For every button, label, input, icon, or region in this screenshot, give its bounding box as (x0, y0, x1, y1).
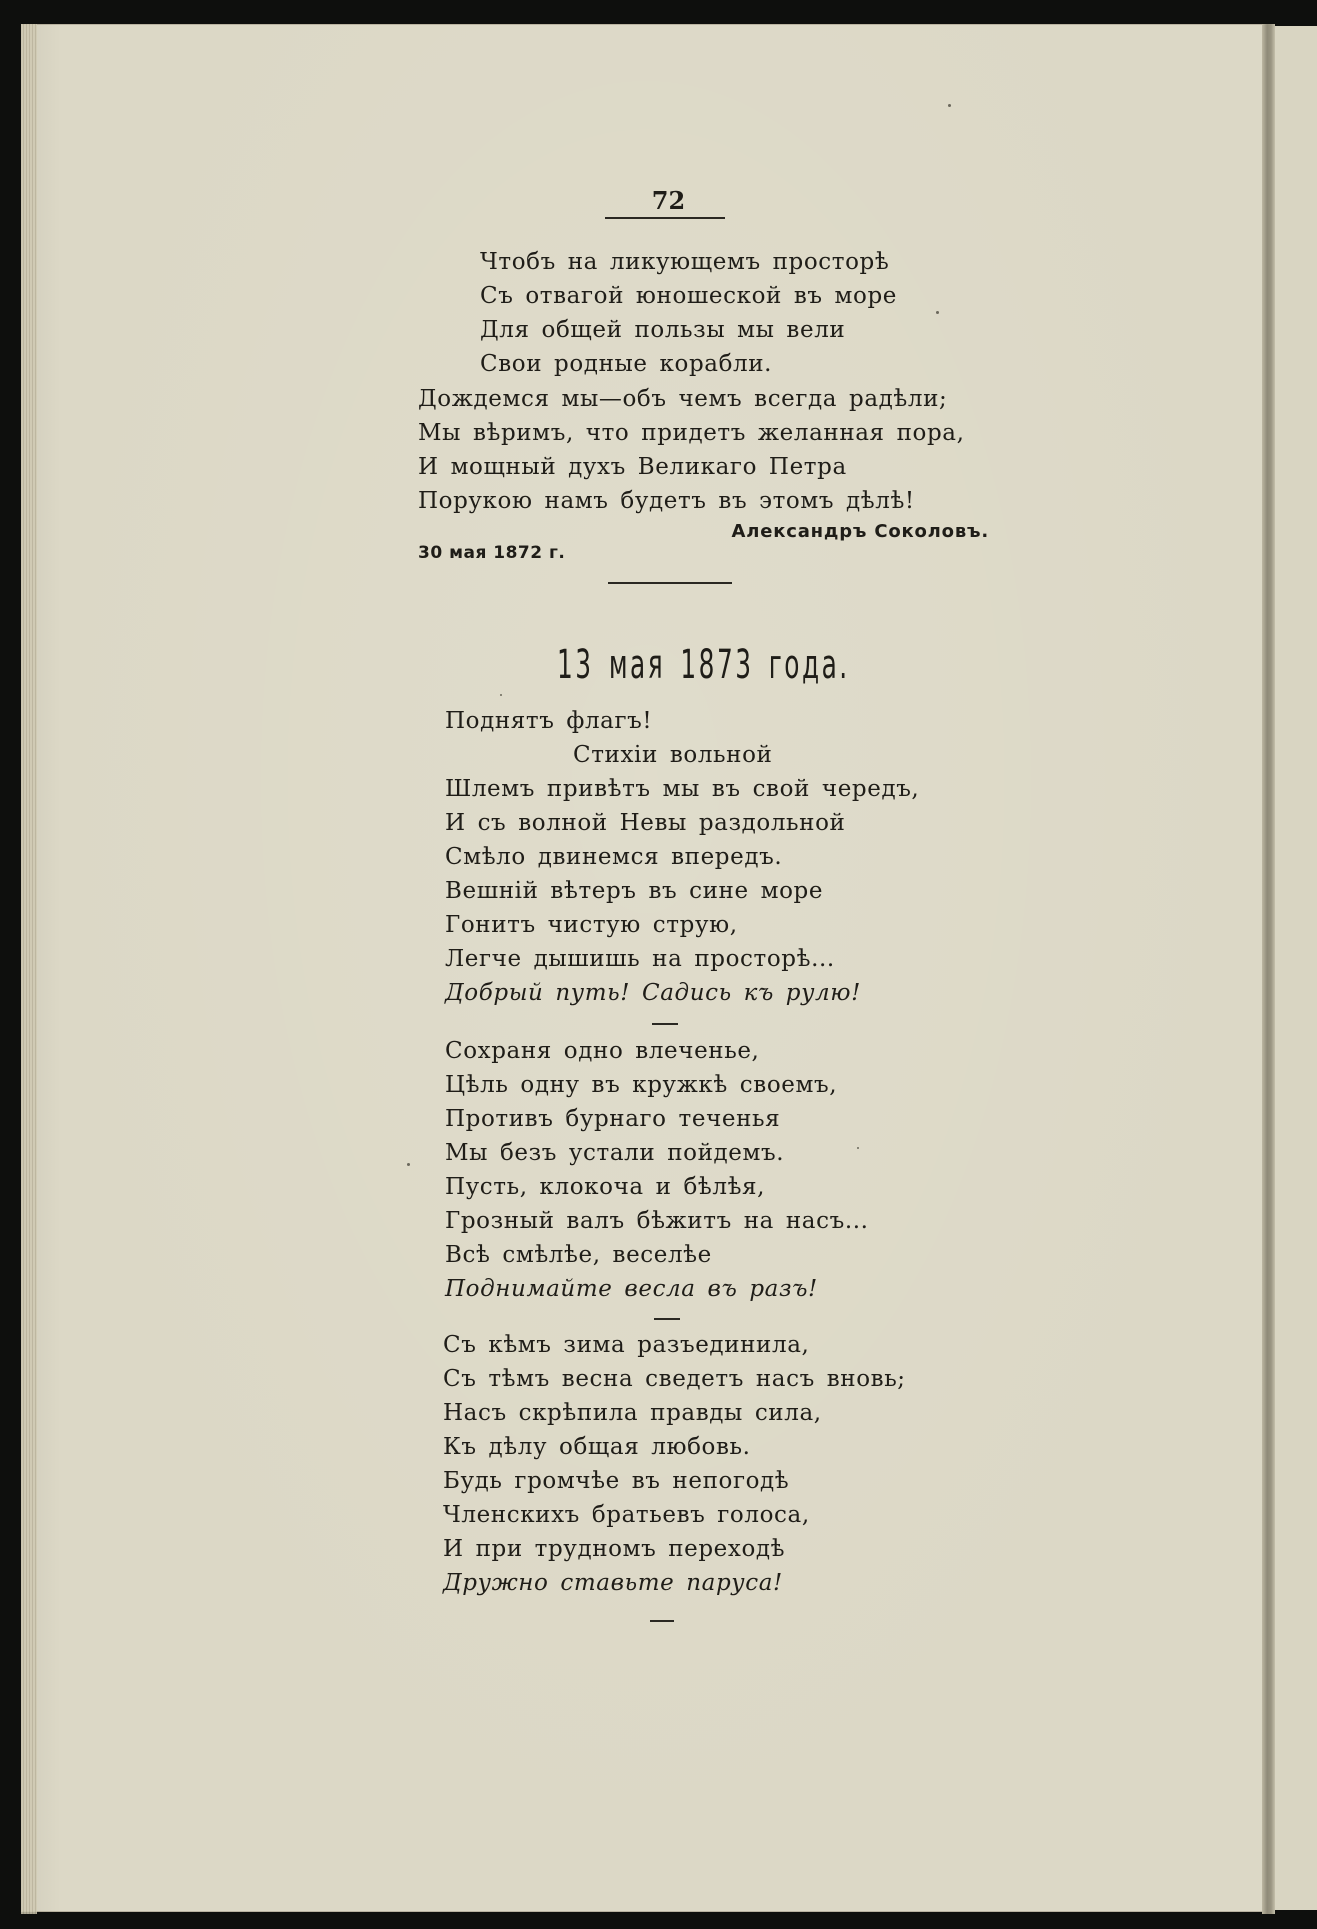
poem-author: Александръ Соколовъ. (731, 521, 989, 542)
paper-speck (857, 1147, 859, 1149)
poem-line: Шлемъ привѣтъ мы въ свой чередъ, (445, 776, 920, 802)
next-page-edge (1275, 26, 1317, 1910)
section-separator (608, 582, 732, 584)
page-number-rule (605, 217, 725, 219)
poem-title: 13 мая 1873 года. (557, 642, 850, 688)
poem-line-refrain: Дружно ставьте паруса! (443, 1570, 783, 1596)
poem-line: Къ дѣлу общая любовь. (443, 1434, 751, 1460)
poem-line: Грозный валъ бѣжитъ на насъ... (445, 1208, 869, 1234)
end-dash (650, 1620, 674, 1622)
paper-speck (407, 1163, 410, 1166)
paper-speck (948, 104, 951, 107)
poem-line: Будь громчѣе въ непогодѣ (443, 1468, 790, 1494)
stanza-dash (654, 1318, 680, 1320)
paper-speck (500, 694, 502, 696)
poem-line-refrain: Поднимайте весла въ разъ! (445, 1276, 818, 1302)
poem-line: И съ волной Невы раздольной (445, 810, 846, 836)
poem-line: Чтобъ на ликующемъ просторѣ (480, 249, 890, 275)
poem-line: Легче дышишь на просторѣ... (445, 946, 835, 972)
poem-line: Противъ бурнаго теченья (445, 1106, 781, 1132)
page-stack-left-edge (21, 24, 37, 1914)
poem-line: Сохраня одно влеченье, (445, 1038, 760, 1064)
poem-line: Пусть, клокоча и бѣлѣя, (445, 1174, 766, 1200)
poem-line: Членскихъ братьевъ голоса, (443, 1502, 810, 1528)
poem-line: Стихіи вольной (573, 742, 773, 768)
poem-line: Цѣль одну въ кружкѣ своемъ, (445, 1072, 838, 1098)
poem-line: Смѣло двинемся впередъ. (445, 844, 783, 870)
paper-speck (936, 311, 939, 314)
poem-line: Всѣ смѣлѣе, веселѣе (445, 1242, 712, 1268)
poem-line: И при трудномъ переходѣ (443, 1536, 786, 1562)
poem-line: Вешній вѣтеръ въ сине море (445, 878, 824, 904)
page-number: 72 (651, 186, 686, 215)
poem-line: Порукою намъ будетъ въ этомъ дѣлѣ! (418, 488, 915, 514)
poem-line: И мощный духъ Великаго Петра (418, 454, 847, 480)
poem-line: Съ кѣмъ зима разъединила, (443, 1332, 810, 1358)
poem-line: Свои родные корабли. (480, 351, 773, 377)
poem-line-refrain: Добрый путь! Садись къ рулю! (445, 980, 861, 1006)
poem-line: Мы безъ устали пойдемъ. (445, 1140, 785, 1166)
poem-line: Дождемся мы—объ чемъ всегда радѣли; (418, 386, 948, 412)
poem-line: Гонитъ чистую струю, (445, 912, 738, 938)
book-gutter (1262, 24, 1275, 1914)
poem-line: Поднятъ флагъ! (445, 708, 653, 734)
poem-line: Съ отвагой юношеской въ море (480, 283, 898, 309)
poem-line: Для общей пользы мы вели (480, 317, 846, 343)
poem-line: Мы вѣримъ, что придетъ желанная пора, (418, 420, 965, 446)
poem-line: Насъ скрѣпила правды сила, (443, 1400, 822, 1426)
poem-date: 30 мая 1872 г. (418, 543, 566, 563)
poem-line: Съ тѣмъ весна сведетъ насъ вновь; (443, 1366, 906, 1392)
stanza-dash (652, 1023, 678, 1025)
